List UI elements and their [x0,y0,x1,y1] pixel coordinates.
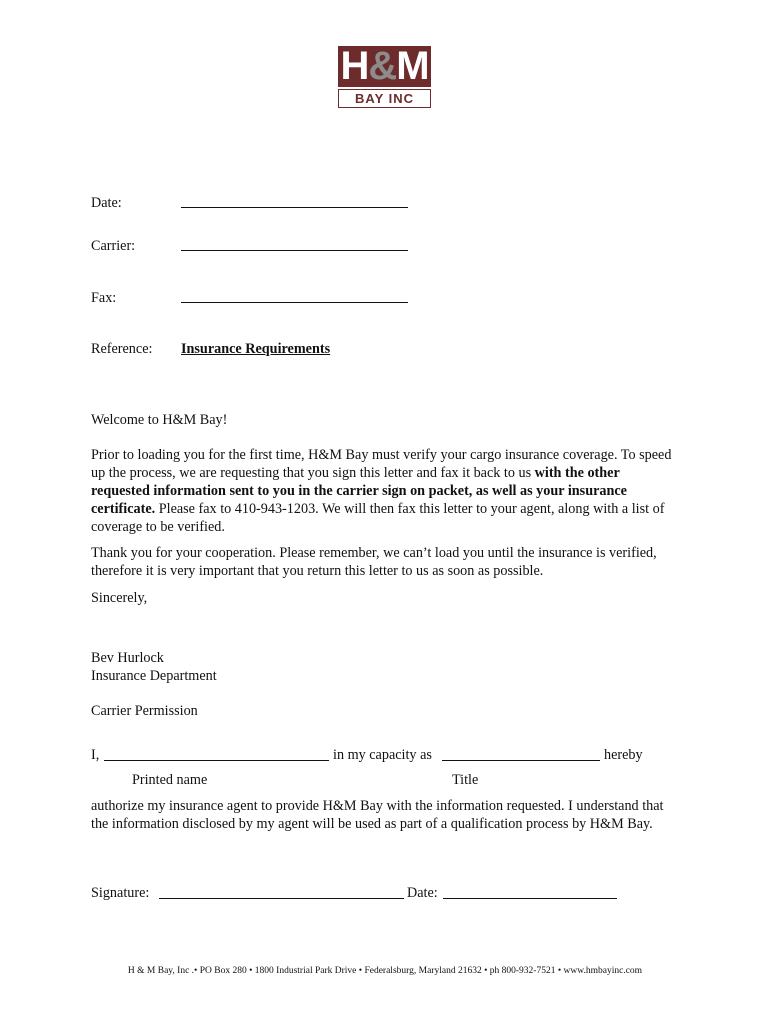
title-caption: Title [452,772,479,788]
reference-value: Insurance Requirements [181,341,331,357]
logo-bottom-block [338,89,431,108]
thanks-paragraph: Thank you for your cooperation. Please remember, we can’t load you until the insurance is verified, therefore it is very important that you return this letter to us as soon as possible. [91,545,657,579]
company-logo [338,46,431,108]
authorize-paragraph: authorize my insurance agent to provide H&M Bay with the information requested. I understand that the information disclosed by my agent will be used as part of a qualification process by H&M Bay. [91,798,664,832]
fax-field-line[interactable] [181,302,408,303]
signature-date-label: Date: [407,885,438,901]
title-line[interactable] [442,760,600,761]
welcome-line: Welcome to H&M Bay! [91,412,228,428]
hereby-text: hereby [604,747,643,763]
intro-text-b: Please fax to 410-943-1203. We will then fax this letter to your agent, along with a list of coverage to be verified. [91,501,665,535]
carrier-label: Carrier: [91,238,136,254]
closing: Sincerely, [91,590,148,606]
intro-text-a: Prior to loading you for the first time, H&M Bay must verify your cargo insurance coverage. To speed up the process, we are requesting that you sign this letter and fax it back to us [91,447,672,481]
printed-name-caption: Printed name [132,772,208,788]
signer-name: Bev Hurlock [91,650,164,666]
signature-label: Signature: [91,885,150,901]
printed-name-line[interactable] [104,760,329,761]
reference-label: Reference: [91,341,153,357]
date-field-line[interactable] [181,207,408,208]
carrier-permission-heading: Carrier Permission [91,703,198,719]
date-label: Date: [91,195,122,211]
footer-contact: H & M Bay, Inc .• PO Box 280 • 1800 Industrial Park Drive • Federalsburg, Maryland 21632 • ph 800-932-7521 • www.hmbayinc.com [127,966,643,976]
logo-hm-text: H&M [340,44,429,88]
logo-top-block [338,46,431,87]
intro-paragraph [91,446,676,536]
fax-label: Fax: [91,290,117,306]
signature-date-line[interactable] [443,898,617,899]
capacity-text: in my capacity as [333,747,432,763]
intro-text-bold: with the other requested information sent to you in the carrier sign on packet, as well as your insurance certificate. [91,465,627,517]
carrier-field-line[interactable] [181,250,408,251]
i-label: I, [91,747,100,763]
signer-department: Insurance Department [91,668,217,684]
logo-bay-inc-text: BAY INC [354,91,415,106]
signature-line[interactable] [159,898,404,899]
